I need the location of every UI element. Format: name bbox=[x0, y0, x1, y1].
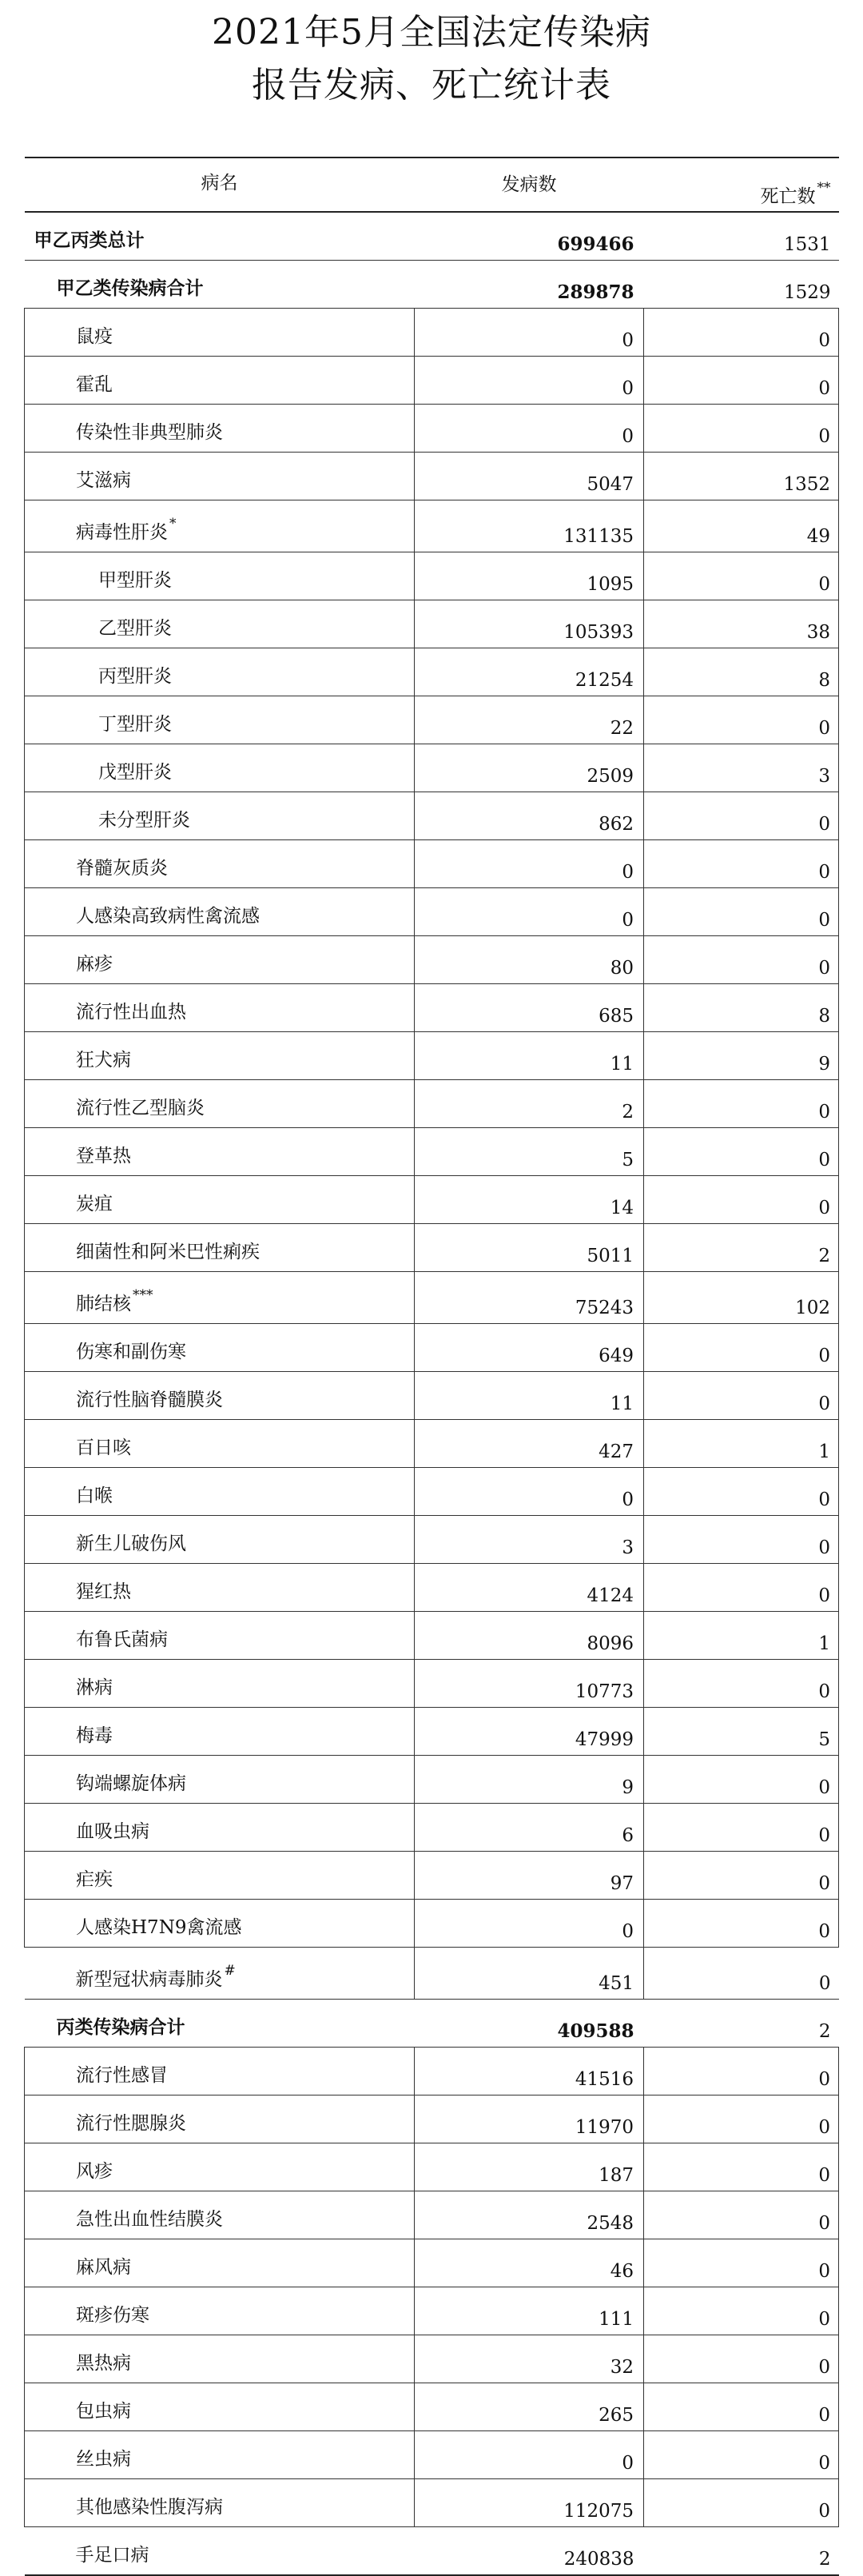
disease-name bbox=[25, 840, 415, 888]
disease-name bbox=[25, 2048, 415, 2095]
disease-name bbox=[25, 500, 415, 552]
disease-name bbox=[25, 1948, 415, 2000]
disease-name-label: 乙型肝炎 bbox=[98, 618, 172, 639]
disease-name bbox=[25, 2287, 415, 2335]
disease-name-label: 手足口病 bbox=[75, 2545, 149, 2566]
deaths-cell: 0 bbox=[644, 2048, 839, 2095]
table-row bbox=[25, 1224, 839, 1272]
table-row bbox=[25, 2431, 839, 2479]
disease-name bbox=[25, 552, 415, 600]
disease-name bbox=[25, 1564, 415, 1612]
table-row bbox=[25, 2383, 839, 2431]
disease-name bbox=[25, 648, 415, 696]
cases-cell: 4124 bbox=[415, 1564, 644, 1612]
table-row bbox=[25, 1032, 839, 1080]
disease-name-label: 未分型肝炎 bbox=[98, 810, 190, 831]
cases-cell: 240838 bbox=[415, 2527, 644, 2576]
cases-cell: 0 bbox=[415, 2431, 644, 2479]
table-row bbox=[25, 1900, 839, 1948]
table-row bbox=[25, 1468, 839, 1516]
table-row bbox=[25, 2143, 839, 2191]
disease-name-label: 斑疹伤寒 bbox=[76, 2305, 149, 2326]
cases-cell: 5011 bbox=[415, 1224, 644, 1272]
deaths-cell: 0 bbox=[644, 2239, 839, 2287]
table-row bbox=[25, 1612, 839, 1660]
disease-name bbox=[25, 888, 415, 936]
cases-cell: 2548 bbox=[415, 2191, 644, 2239]
disease-name bbox=[25, 453, 415, 500]
total-c-cases: 409588 bbox=[415, 2000, 644, 2048]
disease-name-label: 钩端螺旋体病 bbox=[76, 1773, 186, 1794]
cases-cell: 265 bbox=[415, 2383, 644, 2431]
disease-name-label: 流行性腮腺炎 bbox=[76, 2113, 186, 2134]
table-row bbox=[25, 792, 839, 840]
table-row bbox=[25, 1272, 839, 1324]
total-c-deaths: 2 bbox=[644, 2000, 839, 2048]
table-row bbox=[25, 500, 839, 552]
table-row bbox=[25, 2095, 839, 2143]
cases-cell: 80 bbox=[415, 936, 644, 984]
table-row bbox=[25, 744, 839, 792]
cases-cell: 451 bbox=[415, 1948, 644, 2000]
footnote-mark: *** bbox=[133, 1287, 153, 1304]
disease-name-label: 艾滋病 bbox=[76, 470, 131, 491]
disease-name bbox=[25, 792, 415, 840]
disease-name-label: 流行性脑脊髓膜炎 bbox=[76, 1390, 223, 1410]
deaths-cell: 9 bbox=[644, 1032, 839, 1080]
cases-cell: 5 bbox=[415, 1128, 644, 1176]
deaths-cell: 0 bbox=[644, 1372, 839, 1420]
disease-name bbox=[25, 405, 415, 453]
disease-name-label: 病毒性肝炎 bbox=[76, 522, 168, 543]
header-deaths-label: 死亡数 bbox=[760, 186, 816, 207]
table-row bbox=[25, 1176, 839, 1224]
cases-cell: 10773 bbox=[415, 1660, 644, 1708]
total-c-row bbox=[25, 2000, 839, 2048]
disease-name-label: 麻风病 bbox=[76, 2257, 131, 2278]
table-row bbox=[25, 840, 839, 888]
total-all-name: 甲乙丙类总计 bbox=[25, 212, 415, 261]
disease-name bbox=[25, 1900, 415, 1948]
table-row bbox=[25, 1128, 839, 1176]
table-row bbox=[25, 2048, 839, 2095]
deaths-cell: 0 bbox=[644, 405, 839, 453]
cases-cell: 8096 bbox=[415, 1612, 644, 1660]
table-row bbox=[25, 1708, 839, 1756]
disease-name bbox=[25, 2383, 415, 2431]
disease-name-label: 流行性出血热 bbox=[76, 1002, 186, 1023]
table-row bbox=[25, 888, 839, 936]
disease-name bbox=[25, 1420, 415, 1468]
disease-name bbox=[25, 984, 415, 1032]
cases-cell: 649 bbox=[415, 1324, 644, 1372]
cases-cell: 9 bbox=[415, 1756, 644, 1804]
disease-name bbox=[25, 600, 415, 648]
disease-name-label: 肺结核 bbox=[76, 1294, 131, 1314]
disease-name-label: 黑热病 bbox=[76, 2353, 131, 2374]
cases-cell: 14 bbox=[415, 1176, 644, 1224]
disease-name-label: 淋病 bbox=[76, 1677, 113, 1698]
cases-cell: 46 bbox=[415, 2239, 644, 2287]
cases-cell: 105393 bbox=[415, 600, 644, 648]
disease-name-label: 霍乱 bbox=[76, 374, 113, 395]
disease-name bbox=[25, 1516, 415, 1564]
cases-cell: 11 bbox=[415, 1372, 644, 1420]
table-row bbox=[25, 309, 839, 357]
disease-name-label: 流行性感冒 bbox=[76, 2065, 168, 2086]
cases-cell: 427 bbox=[415, 1420, 644, 1468]
disease-name bbox=[25, 2095, 415, 2143]
table-row bbox=[25, 2479, 839, 2527]
table-row bbox=[25, 1756, 839, 1804]
total-ab-cases: 289878 bbox=[415, 261, 644, 309]
table-row bbox=[25, 600, 839, 648]
disease-name-label: 狂犬病 bbox=[76, 1050, 131, 1071]
disease-name bbox=[25, 1224, 415, 1272]
disease-name-label: 包虫病 bbox=[76, 2401, 131, 2422]
disease-name-label: 风疹 bbox=[76, 2161, 113, 2182]
cases-cell: 11 bbox=[415, 1032, 644, 1080]
disease-name bbox=[25, 2143, 415, 2191]
page-title bbox=[0, 0, 863, 112]
footnote-mark: * bbox=[169, 516, 177, 532]
header-deaths bbox=[644, 158, 839, 212]
disease-name-label: 流行性乙型脑炎 bbox=[76, 1098, 205, 1119]
disease-name bbox=[25, 2191, 415, 2239]
table-row bbox=[25, 1516, 839, 1564]
table-row bbox=[25, 405, 839, 453]
cases-cell: 187 bbox=[415, 2143, 644, 2191]
deaths-cell: 0 bbox=[644, 1564, 839, 1612]
deaths-cell: 0 bbox=[644, 696, 839, 744]
total-all-row bbox=[25, 212, 839, 261]
disease-name-label: 布鲁氏菌病 bbox=[76, 1629, 168, 1650]
disease-name-label: 疟疾 bbox=[76, 1869, 113, 1890]
disease-name bbox=[25, 2239, 415, 2287]
disease-name bbox=[25, 2335, 415, 2383]
deaths-cell: 0 bbox=[644, 2383, 839, 2431]
cases-cell: 0 bbox=[415, 1468, 644, 1516]
cases-cell: 6 bbox=[415, 1804, 644, 1852]
disease-name bbox=[25, 744, 415, 792]
deaths-cell: 0 bbox=[644, 2335, 839, 2383]
cases-cell: 97 bbox=[415, 1852, 644, 1900]
table-row bbox=[25, 1564, 839, 1612]
disease-name bbox=[25, 1372, 415, 1420]
cases-cell: 3 bbox=[415, 1516, 644, 1564]
table-row bbox=[25, 2287, 839, 2335]
disease-name-label: 血吸虫病 bbox=[76, 1821, 149, 1842]
table-row bbox=[25, 936, 839, 984]
table-header-row bbox=[25, 158, 839, 212]
table-row bbox=[25, 2191, 839, 2239]
header-cases: 发病数 bbox=[415, 158, 644, 212]
cases-cell: 21254 bbox=[415, 648, 644, 696]
total-all-cases: 699466 bbox=[415, 212, 644, 261]
deaths-cell: 0 bbox=[644, 840, 839, 888]
title-line-1: 2021年5月全国法定传染病 bbox=[212, 12, 651, 53]
deaths-cell: 0 bbox=[644, 2095, 839, 2143]
disease-name bbox=[25, 357, 415, 405]
disease-name bbox=[25, 1080, 415, 1128]
disease-name-label: 新型冠状病毒肺炎 bbox=[75, 1969, 223, 1990]
deaths-cell: 0 bbox=[644, 2431, 839, 2479]
cases-cell: 11970 bbox=[415, 2095, 644, 2143]
deaths-cell: 5 bbox=[644, 1708, 839, 1756]
total-ab-name: 甲乙类传染病合计 bbox=[25, 261, 415, 309]
deaths-cell: 102 bbox=[644, 1272, 839, 1324]
table-row bbox=[25, 696, 839, 744]
disease-name-label: 麻疹 bbox=[76, 954, 113, 975]
deaths-cell: 1 bbox=[644, 1420, 839, 1468]
table-row bbox=[25, 1080, 839, 1128]
disease-name-label: 鼠疫 bbox=[76, 326, 113, 347]
deaths-cell: 0 bbox=[644, 1128, 839, 1176]
disease-name bbox=[25, 2527, 415, 2576]
deaths-cell: 2 bbox=[644, 2527, 839, 2576]
table-row bbox=[25, 2239, 839, 2287]
deaths-cell: 0 bbox=[644, 309, 839, 357]
table-row bbox=[25, 1852, 839, 1900]
table-row bbox=[25, 1660, 839, 1708]
total-c-name: 丙类传染病合计 bbox=[25, 2000, 415, 2048]
cases-cell: 0 bbox=[415, 888, 644, 936]
disease-name bbox=[25, 1756, 415, 1804]
deaths-cell: 0 bbox=[644, 552, 839, 600]
cases-cell: 0 bbox=[415, 357, 644, 405]
deaths-cell: 8 bbox=[644, 984, 839, 1032]
deaths-cell: 2 bbox=[644, 1224, 839, 1272]
table-row bbox=[25, 1372, 839, 1420]
deaths-cell: 0 bbox=[644, 357, 839, 405]
deaths-cell: 38 bbox=[644, 600, 839, 648]
disease-name bbox=[25, 1128, 415, 1176]
deaths-cell: 0 bbox=[644, 1756, 839, 1804]
footnote-mark: # bbox=[224, 1963, 236, 1980]
deaths-cell: 0 bbox=[644, 936, 839, 984]
table-row bbox=[25, 552, 839, 600]
disease-name bbox=[25, 1852, 415, 1900]
deaths-cell: 0 bbox=[644, 1804, 839, 1852]
cases-cell: 862 bbox=[415, 792, 644, 840]
cases-cell: 0 bbox=[415, 840, 644, 888]
deaths-cell: 8 bbox=[644, 648, 839, 696]
table-row bbox=[25, 1948, 839, 2000]
cases-cell: 47999 bbox=[415, 1708, 644, 1756]
disease-name-label: 传染性非典型肺炎 bbox=[76, 422, 223, 443]
deaths-cell: 1352 bbox=[644, 453, 839, 500]
deaths-cell: 0 bbox=[644, 2143, 839, 2191]
deaths-cell: 0 bbox=[644, 888, 839, 936]
cases-cell: 111 bbox=[415, 2287, 644, 2335]
disease-name-label: 甲型肝炎 bbox=[98, 570, 172, 591]
deaths-cell: 0 bbox=[644, 2191, 839, 2239]
deaths-cell: 3 bbox=[644, 744, 839, 792]
disease-name-label: 百日咳 bbox=[76, 1438, 131, 1458]
table-row bbox=[25, 648, 839, 696]
cases-cell: 685 bbox=[415, 984, 644, 1032]
deaths-cell: 0 bbox=[644, 1660, 839, 1708]
disease-name bbox=[25, 1324, 415, 1372]
deaths-cell: 1 bbox=[644, 1612, 839, 1660]
cases-cell: 2 bbox=[415, 1080, 644, 1128]
table-row bbox=[25, 2527, 839, 2576]
disease-name bbox=[25, 1612, 415, 1660]
deaths-cell: 0 bbox=[644, 792, 839, 840]
cases-cell: 112075 bbox=[415, 2479, 644, 2527]
disease-name bbox=[25, 1272, 415, 1324]
disease-name bbox=[25, 1032, 415, 1080]
cases-cell: 0 bbox=[415, 1900, 644, 1948]
table-row bbox=[25, 2335, 839, 2383]
total-all-deaths: 1531 bbox=[644, 212, 839, 261]
deaths-cell: 0 bbox=[644, 1176, 839, 1224]
disease-name-label: 丙型肝炎 bbox=[98, 666, 172, 687]
disease-name-label: 炭疽 bbox=[76, 1194, 113, 1214]
disease-name bbox=[25, 1804, 415, 1852]
deaths-cell: 49 bbox=[644, 500, 839, 552]
disease-name bbox=[25, 936, 415, 984]
disease-name-label: 梅毒 bbox=[76, 1725, 113, 1746]
disease-name bbox=[25, 1708, 415, 1756]
deaths-cell: 0 bbox=[644, 1852, 839, 1900]
disease-name-label: 人感染H7N9禽流感 bbox=[76, 1917, 242, 1938]
disease-name-label: 白喉 bbox=[76, 1485, 113, 1506]
table-row bbox=[25, 1324, 839, 1372]
cases-cell: 0 bbox=[415, 405, 644, 453]
statistics-table-container bbox=[24, 157, 839, 2576]
disease-name bbox=[25, 1176, 415, 1224]
disease-name-label: 登革热 bbox=[76, 1146, 131, 1166]
disease-name-label: 其他感染性腹泻病 bbox=[76, 2497, 223, 2518]
disease-name-label: 细菌性和阿米巴性痢疾 bbox=[76, 1242, 260, 1262]
disease-name-label: 戊型肝炎 bbox=[98, 762, 172, 783]
header-name: 病名 bbox=[25, 158, 415, 212]
disease-name-label: 丝虫病 bbox=[76, 2449, 131, 2470]
cases-cell: 5047 bbox=[415, 453, 644, 500]
title-line-2: 报告发病、死亡统计表 bbox=[252, 65, 611, 106]
table-body bbox=[25, 158, 839, 2575]
disease-name-label: 丁型肝炎 bbox=[98, 714, 172, 735]
table-row bbox=[25, 984, 839, 1032]
cases-cell: 131135 bbox=[415, 500, 644, 552]
disease-name-label: 新生儿破伤风 bbox=[76, 1533, 186, 1554]
deaths-cell: 0 bbox=[644, 1468, 839, 1516]
deaths-cell: 0 bbox=[644, 2287, 839, 2335]
disease-name bbox=[25, 1660, 415, 1708]
disease-name bbox=[25, 2479, 415, 2527]
deaths-cell: 0 bbox=[644, 1900, 839, 1948]
table-row bbox=[25, 1420, 839, 1468]
cases-cell: 32 bbox=[415, 2335, 644, 2383]
disease-name bbox=[25, 309, 415, 357]
deaths-cell: 0 bbox=[644, 1516, 839, 1564]
disease-name bbox=[25, 696, 415, 744]
disease-name bbox=[25, 1468, 415, 1516]
disease-name-label: 猩红热 bbox=[76, 1581, 131, 1602]
table-row bbox=[25, 357, 839, 405]
disease-name-label: 脊髓灰质炎 bbox=[76, 858, 168, 879]
deaths-cell: 0 bbox=[644, 1948, 839, 2000]
total-ab-row bbox=[25, 261, 839, 309]
cases-cell: 0 bbox=[415, 309, 644, 357]
disease-name-label: 伤寒和副伤寒 bbox=[76, 1342, 186, 1362]
header-deaths-mark: ** bbox=[817, 180, 831, 197]
table-row bbox=[25, 453, 839, 500]
cases-cell: 75243 bbox=[415, 1272, 644, 1324]
cases-cell: 2509 bbox=[415, 744, 644, 792]
cases-cell: 41516 bbox=[415, 2048, 644, 2095]
cases-cell: 22 bbox=[415, 696, 644, 744]
deaths-cell: 0 bbox=[644, 1324, 839, 1372]
statistics-table bbox=[24, 157, 839, 2576]
disease-name-label: 急性出血性结膜炎 bbox=[76, 2209, 223, 2230]
total-ab-deaths: 1529 bbox=[644, 261, 839, 309]
deaths-cell: 0 bbox=[644, 1080, 839, 1128]
cases-cell: 1095 bbox=[415, 552, 644, 600]
disease-name bbox=[25, 2431, 415, 2479]
table-row bbox=[25, 1804, 839, 1852]
disease-name-label: 人感染高致病性禽流感 bbox=[76, 906, 260, 927]
deaths-cell: 0 bbox=[644, 2479, 839, 2527]
